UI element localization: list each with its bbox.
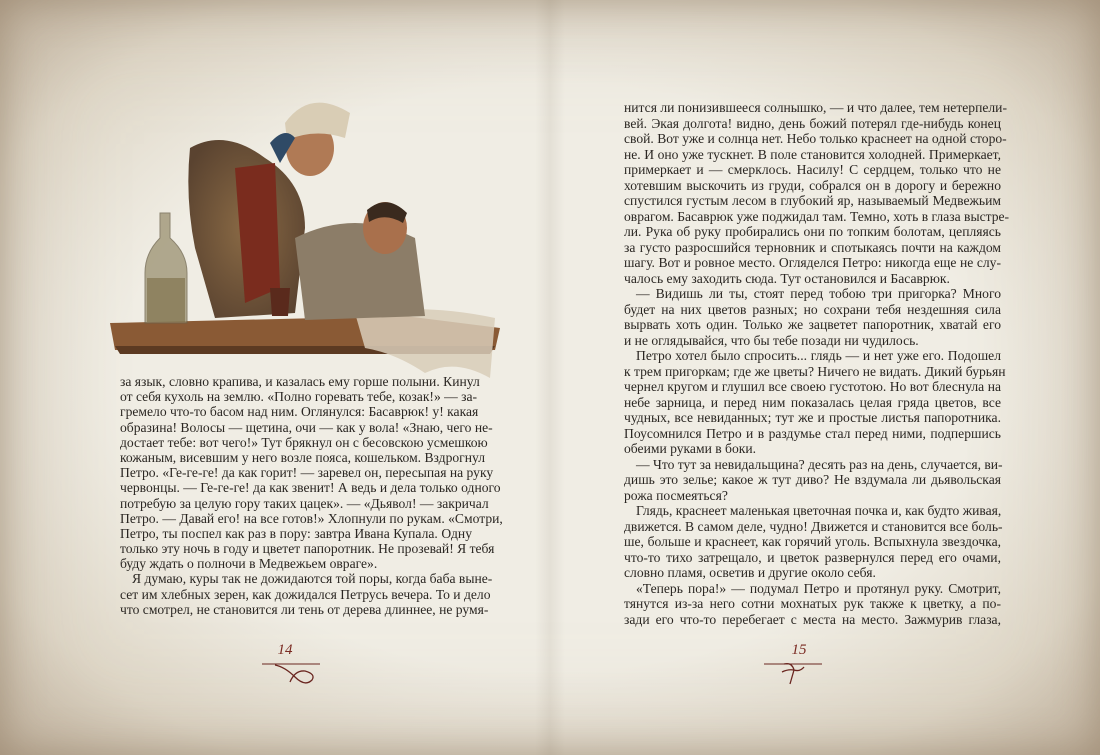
illustration-basavryuk-and-petro (105, 88, 505, 388)
text-line: Петро. — Давай его! на все готов!» Хлопнули по рукам. «Смотри, (120, 510, 503, 526)
text-line: образина! Волосы — щетина, очи — как у вола! «Знаю, чего не- (120, 419, 493, 435)
text-line: — Видишь ли ты, стоят перед тобою три пригорка? Много (636, 286, 1001, 301)
text-line: что-то тихо затрещало, и цветок развернулся перед его очами, (624, 549, 1001, 565)
text-line: достает тебе: вот чего!» Тут брякнул он с бесовскою усмешкою (120, 434, 488, 450)
text-line: оврагом. Басаврюк уже поджидал там. Темно, хоть в глаза выстре- (624, 208, 1010, 224)
text-line: зади его что-то перебегает с места на место. Зажмурив глаза, (624, 611, 1001, 627)
sitting-man (295, 223, 425, 320)
text-line: за язык, словно крапива, и казалась ему горше полыни. Кинул (120, 374, 480, 389)
text-line: будет на них цветов разных; но сохрани тебя нездешняя сила (624, 301, 1001, 317)
right-page-text (624, 100, 1010, 627)
text-line: кожаным, висевшим у него возле пояса, кошельком. Вздрогнул (120, 449, 486, 465)
page-number-text: 14 (277, 642, 293, 658)
text-line: спустился густым лесом в глубокий яр, называемый Медвежьим (624, 193, 1001, 208)
text-line: вей. Экая долгота! видно, день божий потерял где-нибудь конец (624, 115, 1001, 131)
text-line: потребую за целую гору таких цацек». — «Дьявол! — закричал (120, 495, 489, 511)
left-page-text (120, 374, 503, 617)
text-line: дишь это зелье; какое ж тут диво? Не вздумала ли дьявольская (624, 472, 1001, 487)
text-line: шагу. Вот и ровное место. Огляделся Петро: никогда еще не слу- (624, 255, 1001, 270)
text-line: чудных, все невиданных; тут же и простые листья папоротника. (624, 410, 1001, 425)
text-line: Петро хотел было спросить... глядь — и нет уже его. Подошел (636, 348, 1001, 363)
text-line: хотевшим выскочить из груди, собрался он в дорогу и бережно (624, 177, 1001, 193)
text-line: обеими руками в боки. (624, 441, 757, 456)
text-line: «Теперь пора!» — подумал Петро и протянул руку. Смотрит, (636, 580, 1001, 596)
text-line: только эту ночь в году и цветет папоротник. Не прозевай! Я тебя (120, 541, 495, 557)
text-line: Я думаю, куры так не дожидаются той поры, когда баба выне- (132, 571, 493, 587)
text-line: движется. В самом деле, чудно! Движется и становится все боль- (624, 518, 1003, 534)
text-line: и не оглядывайся, что бы тебе позади ни чудилось. (624, 332, 919, 348)
text-line: от себя кухоль на землю. «Полно горевать тебе, козак!» — за- (120, 389, 478, 405)
text-line: Поусомнился Петро и в раздумье стал перед ними, подпершись (624, 425, 1001, 441)
text-line: примеркает и — смерклось. Насилу! С сердцем, только что не (624, 162, 1001, 177)
cloth (355, 309, 495, 378)
text-line: Петро. «Ге-ге-ге! да как горит! — заревел он, пересыпая на руку (120, 465, 494, 481)
text-line: ли. Рука об руку пробирались они по топким болотам, цепляясь (624, 224, 1001, 239)
text-line: не. И оно уже тускнет. В поле становится холодней. Примеркает, (624, 146, 1001, 162)
text-line: гремело что-то басом над ним. Оглянулся: Басаврюк! у! какая (120, 404, 479, 420)
page-number-left (250, 642, 320, 687)
text-line: сет им хлебных зерен, как дожидался Петрусь вечера. То и дело (120, 586, 491, 602)
text-line: словно пламя, осветив и другие около себя. (624, 565, 876, 580)
text-line: нится ли понизившееся солнышко, — и что далее, тем нетерпели- (624, 100, 1007, 115)
text-line: небе зарница, и перед ним показалась целая гряда цветов, все (624, 394, 1001, 410)
text-line: чернел кругом и глушил все своею густотою. Но вот блеснула на (624, 379, 1001, 394)
cup (270, 288, 290, 316)
text-line: Глядь, краснеет маленькая цветочная почка и, как будто живая, (636, 503, 1002, 518)
text-line: к трем пригоркам; где же цветы? Ничего не видать. Дикий бурьян (624, 363, 1006, 379)
page-number-right (764, 642, 834, 687)
text-line: свой. Вот уже и солнца нет. Небо только краснеет на одной сторо- (624, 131, 1007, 146)
text-line: тянутся из-за него сотни мохнатых рук также к цветку, а по- (624, 596, 1001, 611)
text-line: за густо разросшийся терновник и спотыкаясь почти на каждом (624, 239, 1001, 255)
text-line: червонцы. — Ге-ге-ге! да как звенит! А ведь и дела только одного (120, 480, 501, 496)
text-line: буду ждать о полночи в Медвежьем овраге». (120, 556, 378, 572)
text-line: что смотрел, не становится ли тень от дерева длиннее, не румя- (120, 601, 489, 617)
text-line: чалось ему заходить сюда. Тут остановился и Басаврюк. (624, 270, 950, 286)
text-line: — Что тут за невидальщина? десять раз на день, случается, ви- (636, 456, 1003, 472)
text-line: Петро, ты поспел как раз в пору: завтра Ивана Купала. Одну (120, 525, 472, 541)
page-fold (535, 0, 565, 755)
text-line: ше, больше и краснеет, как горячий уголь. Вспыхнула звездочка, (624, 534, 1001, 549)
text-line: рожа посмеяться? (624, 487, 728, 503)
page-number-text: 15 (791, 642, 807, 658)
text-line: вырвать хоть один. Только же зацветет папоротник, хватай его (624, 317, 1001, 332)
